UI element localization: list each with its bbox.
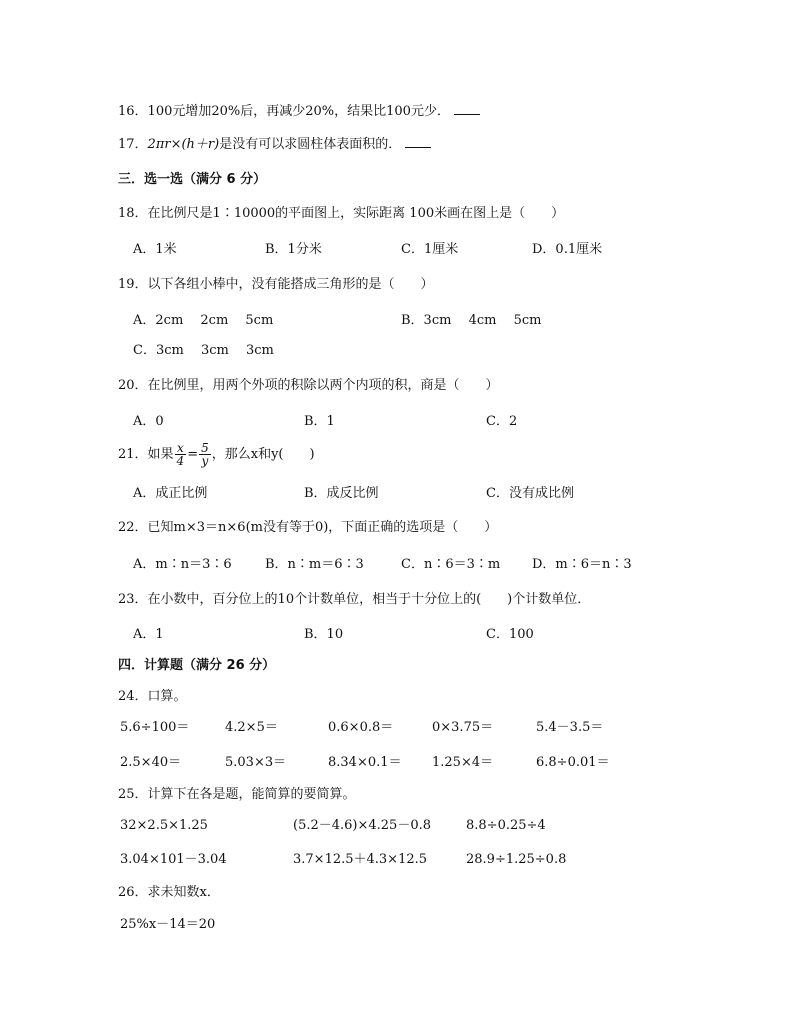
option-b[interactable]: B．成反比例	[304, 486, 379, 501]
option-c[interactable]: C．100	[486, 627, 534, 642]
oral-calc-item: 1.25×4＝	[432, 755, 494, 770]
calc-item: 28.9÷1.25÷0.8	[466, 852, 567, 867]
option-c[interactable]: C．3cm 3cm 3cm	[133, 343, 274, 358]
oral-calc-item: 5.03×3＝	[225, 755, 287, 770]
oral-calc-item: 8.34×0.1＝	[328, 755, 402, 770]
option-a[interactable]: A．1	[133, 627, 164, 642]
question-16-text: 16．100元增加20%后，再减少20%，结果比100元少．	[118, 104, 450, 119]
question-20-stem: 20．在比例里，用两个外项的积除以两个内项的积，商是（ ）	[118, 378, 499, 393]
question-25-stem: 25．计算下在各是题，能简算的要简算。	[118, 787, 356, 802]
answer-blank[interactable]	[454, 102, 480, 115]
calc-item: 3.7×12.5＋4.3×12.5	[293, 852, 428, 867]
option-b[interactable]: B．3cm 4cm 5cm	[401, 313, 542, 328]
option-a[interactable]: A．2cm 2cm 5cm	[133, 313, 274, 328]
section-4-title: 四．计算题（满分 26 分）	[118, 658, 276, 673]
question-21-tail: ，那么x和y( )	[211, 447, 315, 462]
option-c[interactable]: C．1厘米	[401, 242, 459, 257]
option-a[interactable]: A．1米	[133, 242, 177, 257]
calc-item: 3.04×101－3.04	[120, 852, 227, 867]
answer-blank[interactable]	[405, 135, 431, 148]
oral-calc-item: 2.5×40＝	[120, 755, 182, 770]
option-c[interactable]: C．没有成比例	[486, 486, 574, 501]
question-22-stem: 22．已知m×3＝n×6(m没有等于0)，下面正确的选项是（ ）	[118, 520, 498, 535]
option-d[interactable]: D．0.1厘米	[532, 242, 603, 257]
option-b[interactable]: B．1	[304, 414, 335, 429]
equals-sign: =	[187, 447, 199, 462]
option-b[interactable]: B．n∶m＝6∶3	[265, 557, 364, 572]
question-16	[118, 102, 480, 121]
oral-calc-item: 4.2×5＝	[225, 720, 278, 735]
option-b[interactable]: B．1分米	[265, 242, 322, 257]
calc-item: (5.2－4.6)×4.25－0.8	[293, 818, 432, 833]
question-17-formula: 2πr×(h＋r)	[147, 137, 220, 152]
question-21-number: 21．如果	[118, 447, 174, 462]
option-d[interactable]: D．m∶6＝n∶3	[532, 557, 632, 572]
fraction-5-over-y: $\frac{5}{y}$	[201, 441, 209, 468]
oral-calc-item: 5.4－3.5＝	[536, 720, 604, 735]
question-26-stem: 26．求未知数x．	[118, 885, 220, 900]
oral-calc-item: 0×3.75＝	[432, 720, 494, 735]
question-18-stem: 18．在比例尺是1∶10000的平面图上，实际距离 100米画在图上是（ ）	[118, 206, 565, 221]
option-c[interactable]: C．n∶6＝3∶m	[401, 557, 501, 572]
question-17-text: 是没有可以求圆柱体表面积的．	[219, 137, 402, 152]
equation: 25%x－14＝20	[120, 917, 216, 932]
option-c[interactable]: C．2	[486, 414, 518, 429]
option-a[interactable]: A．0	[133, 414, 164, 429]
option-a[interactable]: A．成正比例	[133, 486, 208, 501]
oral-calc-item: 5.6÷100＝	[120, 720, 190, 735]
question-19-stem: 19．以下各组小棒中，没有能搭成三角形的是（ ）	[118, 277, 434, 292]
question-17	[118, 135, 431, 154]
section-3-title: 三．选一选（满分 6 分）	[118, 172, 267, 187]
fraction-x-over-4: $\frac{x}{4}$	[176, 441, 185, 468]
calc-item: 8.8÷0.25÷4	[466, 818, 546, 833]
calc-item: 32×2.5×1.25	[120, 818, 208, 833]
oral-calc-item: 6.8÷0.01＝	[536, 755, 610, 770]
oral-calc-item: 0.6×0.8＝	[328, 720, 394, 735]
question-21-stem	[118, 440, 315, 470]
question-23-stem: 23．在小数中，百分位上的10个计数单位，相当于十分位上的( )个计数单位．	[118, 592, 591, 607]
option-b[interactable]: B．10	[304, 627, 344, 642]
question-24-stem: 24．口算。	[118, 689, 187, 704]
question-17-number: 17．	[118, 137, 148, 152]
option-a[interactable]: A．m∶n＝3∶6	[133, 557, 232, 572]
